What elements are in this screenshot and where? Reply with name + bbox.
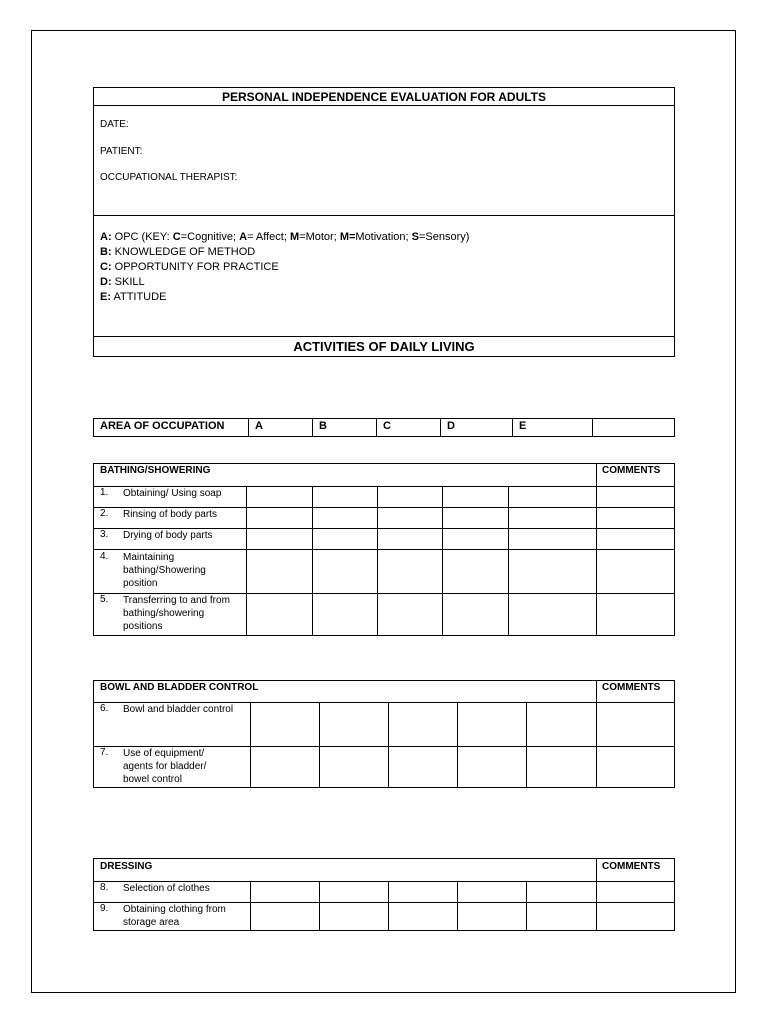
key-d-line — [100, 276, 145, 288]
divider — [93, 549, 675, 550]
key-b-line — [100, 246, 255, 258]
item-text: Use of equipment/ agents for bladder/ bowel control — [123, 748, 207, 785]
divider — [388, 702, 389, 788]
key-letter: C — [172, 231, 181, 243]
key-letter: A — [239, 231, 248, 243]
item-text: Selection of clothes — [123, 883, 210, 894]
area-col-a: A — [255, 420, 263, 432]
group-title: DRESSING — [100, 861, 153, 872]
divider — [377, 486, 378, 636]
divider — [388, 881, 389, 931]
key-a-line — [100, 231, 469, 243]
divider — [93, 215, 675, 216]
divider — [526, 702, 527, 788]
date-label: DATE: — [100, 119, 129, 130]
key-text: =Sensory) — [419, 231, 470, 243]
item-text: Rinsing of body parts — [123, 509, 217, 520]
item-number: 9. — [100, 903, 109, 914]
comments-header: COMMENTS — [602, 682, 661, 693]
item-text: Drying of body parts — [123, 530, 213, 541]
divider — [319, 702, 320, 788]
header-box — [93, 87, 675, 357]
item-text: Obtaining clothing from storage area — [123, 904, 226, 928]
area-col-d: D — [447, 420, 455, 432]
divider — [250, 702, 251, 788]
divider — [596, 680, 597, 788]
key-letter: M= — [339, 231, 356, 243]
area-col-b: B — [319, 420, 327, 432]
therapist-label: OCCUPATIONAL THERAPIST: — [100, 172, 238, 183]
divider — [508, 486, 509, 636]
key-letter: S — [411, 231, 419, 243]
patient-label: PATIENT: — [100, 146, 143, 157]
item-number: 2. — [100, 508, 109, 519]
group-title: BATHING/SHOWERING — [100, 465, 211, 476]
key-letter: B: — [100, 246, 112, 258]
divider — [248, 418, 249, 437]
key-letter: M — [289, 231, 300, 243]
key-letter: A: — [100, 231, 112, 243]
key-text: SKILL — [111, 276, 145, 288]
item-number: 8. — [100, 882, 109, 893]
item-number: 6. — [100, 703, 109, 714]
divider — [312, 418, 313, 437]
key-letter: E: — [100, 291, 111, 303]
key-c-line — [100, 261, 279, 273]
key-text: OPPORTUNITY FOR PRACTICE — [111, 261, 279, 273]
divider — [93, 105, 675, 106]
item-text: Obtaining/ Using soap — [123, 488, 222, 499]
key-e-line — [100, 291, 166, 303]
area-label: AREA OF OCCUPATION — [100, 420, 225, 432]
divider — [596, 858, 597, 931]
item-number: 1. — [100, 487, 109, 498]
key-text: KNOWLEDGE OF METHOD — [111, 246, 256, 258]
divider — [246, 486, 247, 636]
key-text: Motivation; — [355, 231, 412, 243]
item-text: Maintaining bathing/Showering position — [123, 552, 206, 589]
divider — [376, 418, 377, 437]
divider — [457, 881, 458, 931]
key-letter: D: — [100, 276, 112, 288]
item-number: 7. — [100, 747, 109, 758]
item-text: Bowl and bladder control — [123, 704, 234, 715]
divider — [512, 418, 513, 437]
key-text: ATTITUDE — [111, 291, 167, 303]
area-col-e: E — [519, 420, 527, 432]
item-number: 4. — [100, 551, 109, 562]
key-text: = Affect; — [247, 231, 290, 243]
area-col-c: C — [383, 420, 391, 432]
item-text: Transferring to and from bathing/showering positions — [123, 595, 230, 632]
divider — [312, 486, 313, 636]
divider — [319, 881, 320, 931]
divider — [93, 336, 675, 337]
divider — [592, 418, 593, 437]
divider — [440, 418, 441, 437]
group-title: BOWL AND BLADDER CONTROL — [100, 682, 259, 693]
key-letter: C: — [100, 261, 112, 273]
form-title: PERSONAL INDEPENDENCE EVALUATION FOR ADULTS — [221, 90, 547, 104]
divider — [457, 702, 458, 788]
key-text: OPC (KEY: — [111, 231, 173, 243]
item-number: 5. — [100, 594, 109, 605]
divider — [442, 486, 443, 636]
item-number: 3. — [100, 529, 109, 540]
key-text: =Cognitive; — [180, 231, 240, 243]
key-text: =Motor; — [299, 231, 340, 243]
divider — [250, 881, 251, 931]
comments-header: COMMENTS — [602, 465, 661, 476]
divider — [526, 881, 527, 931]
comments-header: COMMENTS — [602, 861, 661, 872]
section-title: ACTIVITIES OF DAILY LIVING — [293, 339, 475, 354]
